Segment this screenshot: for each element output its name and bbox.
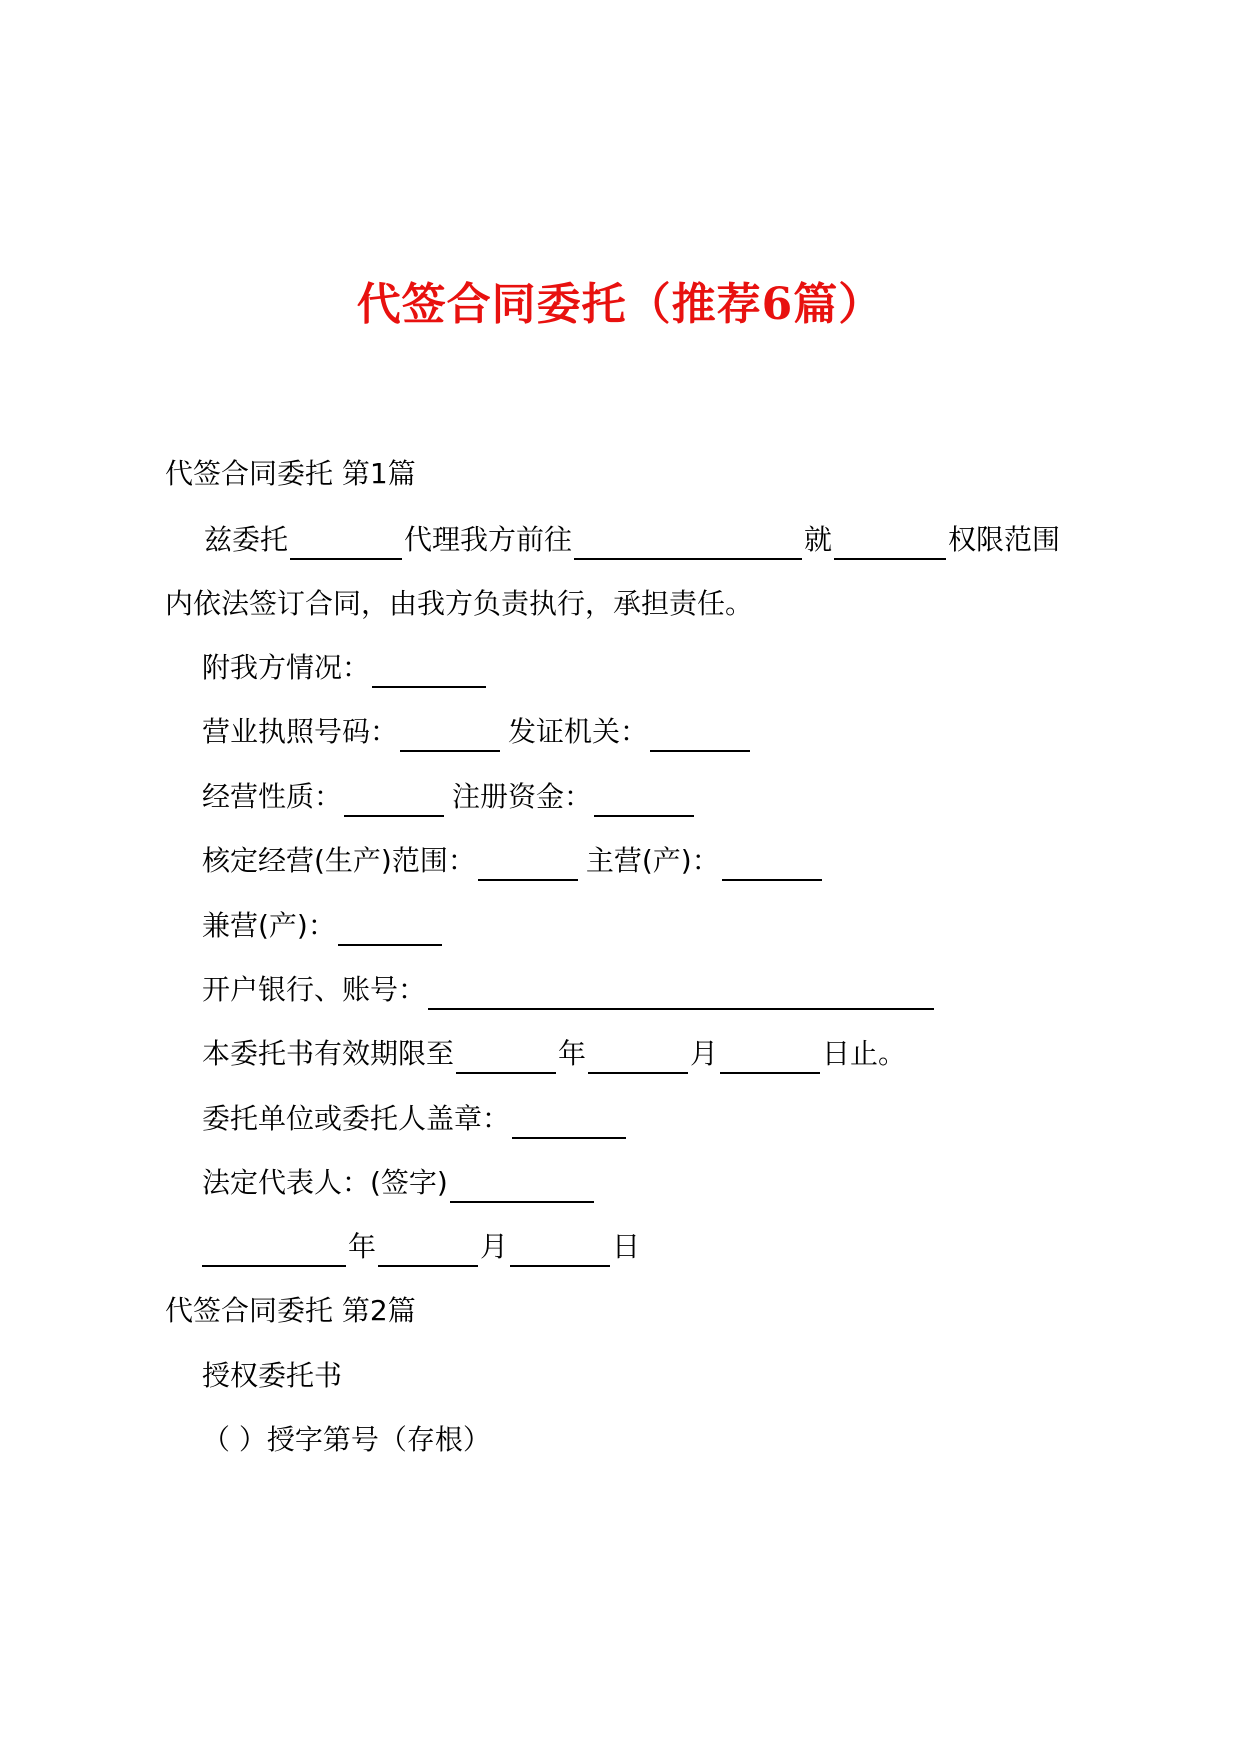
nature-blank[interactable] [344, 781, 444, 817]
side-business-blank[interactable] [338, 910, 442, 946]
scope-row: 核定经营(生产)范围： 主营(产)： [202, 841, 824, 881]
document-title: 代签合同委托（推荐6篇） [356, 279, 884, 330]
signature-blank[interactable] [450, 1167, 594, 1203]
legal-rep-row: 法定代表人：(签字) [202, 1163, 596, 1203]
seal-row: 委托单位或委托人盖章： [202, 1099, 628, 1139]
validity-year-blank[interactable] [456, 1038, 556, 1074]
side-business-row: 兼营(产)： [202, 906, 444, 946]
destination-blank[interactable] [574, 524, 802, 560]
bank-row: 开户银行、账号： [202, 970, 936, 1010]
company-info-row: 附我方情况： [202, 648, 488, 688]
issuer-blank[interactable] [650, 716, 750, 752]
date-month-blank[interactable] [378, 1231, 478, 1267]
matter-blank[interactable] [834, 524, 946, 560]
scope-blank[interactable] [478, 845, 578, 881]
authorization-paragraph: 兹委托 代理我方前往 就 权限范围 [204, 520, 1060, 560]
validity-day-blank[interactable] [720, 1038, 820, 1074]
authorization-paragraph-continued: 内依法签订合同，由我方负责执行，承担责任。 [165, 587, 754, 620]
power-of-attorney-title: 授权委托书 [202, 1359, 343, 1392]
validity-row: 本委托书有效期限至 年 月 日止。 [202, 1034, 906, 1074]
nature-row: 经营性质： 注册资金： [202, 777, 696, 817]
section-1-heading: 代签合同委托 第1篇 [165, 457, 416, 490]
section-2-heading: 代签合同委托 第2篇 [165, 1294, 416, 1327]
agent-name-blank[interactable] [290, 524, 402, 560]
date-day-blank[interactable] [510, 1231, 610, 1267]
validity-month-blank[interactable] [588, 1038, 688, 1074]
capital-blank[interactable] [594, 781, 694, 817]
document-number-stub: （ ）授字第号（存根） [202, 1423, 491, 1456]
company-info-blank[interactable] [372, 652, 486, 688]
license-number-blank[interactable] [400, 716, 500, 752]
license-row: 营业执照号码： 发证机关： [202, 712, 752, 752]
date-year-blank[interactable] [202, 1231, 346, 1267]
seal-blank[interactable] [512, 1103, 626, 1139]
main-business-blank[interactable] [722, 845, 822, 881]
date-row: 年 月 日 [200, 1227, 640, 1267]
bank-account-blank[interactable] [428, 974, 934, 1010]
